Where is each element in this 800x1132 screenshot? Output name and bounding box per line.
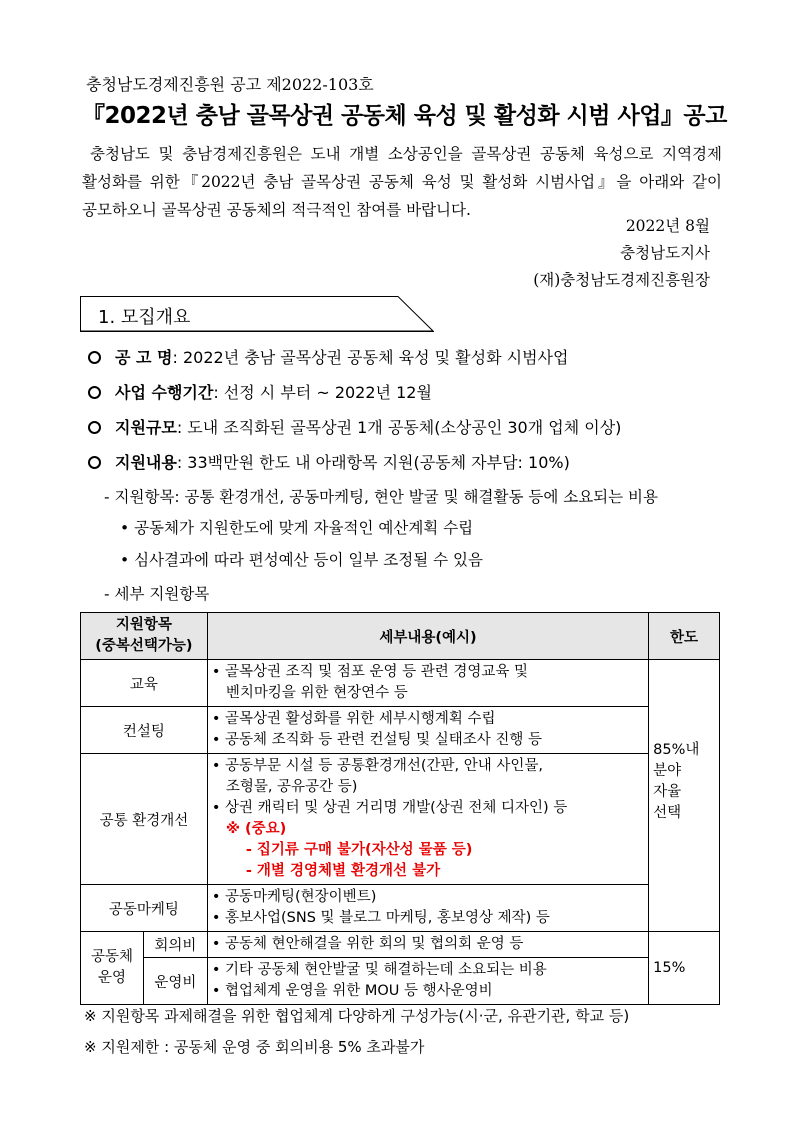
support-items-table <box>80 612 720 1005</box>
row-details: • 공동마케팅(현장이벤트) • 홍보사업(SNS 및 블로그 마케팅, 홍보영상 제작) 등 <box>207 885 648 932</box>
section-title: 1. 모집개요 <box>98 307 191 328</box>
row-name: 회의비 <box>143 932 207 958</box>
page-title: 『2022년 충남 골목상권 공동체 육성 및 활성화 시범 사업』공고 <box>82 103 727 129</box>
row-details: • 골목상권 조직 및 점포 운영 등 관련 경영교육 및 벤치마킹을 위한 현장연수 등 <box>207 660 648 707</box>
row-details: • 골목상권 활성화를 위한 세부시행계획 수립 • 공동체 조직화 등 관련 컨설팅 및 실태조사 진행 등 <box>207 707 648 754</box>
signature-issuer-governor: 충청남도지사 <box>620 244 710 262</box>
restriction-individual: - 개별 경영체별 환경개선 불가 <box>245 863 441 879</box>
table-row-running <box>81 958 720 1005</box>
table-row-meeting <box>81 932 720 958</box>
row-name: 공통 환경개선 <box>81 754 208 885</box>
overview-item-name <box>88 345 568 368</box>
circle-bullet-icon <box>88 456 101 469</box>
circle-bullet-icon <box>88 386 101 399</box>
row-name: 컨설팅 <box>81 707 208 754</box>
table-row-environment <box>81 754 720 885</box>
row-details: • 기타 공동체 현안발굴 및 해결하는데 소요되는 비용 • 협업체계 운영을 위한 MOU 등 행사운영비 <box>207 958 648 1005</box>
table-row-marketing <box>81 885 720 932</box>
table-row-consulting <box>81 707 720 754</box>
circle-bullet-icon <box>88 351 101 364</box>
budget-plan-line: • 공동체가 지원한도에 맞게 자율적인 예산계획 수립 <box>120 519 474 537</box>
overview-value: : 2022년 충남 골목상권 공동체 육성 및 활성화 시범사업 <box>172 348 569 367</box>
limit-85-cell: 85%내 분야 자율 선택 <box>649 660 720 932</box>
signature-date: 2022년 8월 <box>625 217 710 235</box>
overview-label: 지원규모 <box>115 418 177 437</box>
table-header-row <box>81 613 720 660</box>
adjustment-line: • 심사결과에 따라 편성예산 등이 일부 조정될 수 있음 <box>120 551 483 569</box>
overview-item-period <box>88 380 432 403</box>
row-name: 교육 <box>81 660 208 707</box>
overview-value: : 선정 시 부터 ~ 2022년 12월 <box>213 383 432 402</box>
header-details: 세부내용(예시) <box>207 613 648 660</box>
detail-items-heading: - 세부 지원항목 <box>104 585 210 603</box>
circle-bullet-icon <box>88 421 101 434</box>
table-row-education <box>81 660 720 707</box>
notice-number: 충청남도경제진흥원 공고 제2022-103호 <box>86 75 374 94</box>
overview-value: : 33백만원 한도 내 아래항목 지원(공동체 자부담: 10%) <box>176 453 570 472</box>
row-name: 공동마케팅 <box>81 885 208 932</box>
overview-item-content <box>88 450 570 473</box>
intro-paragraph: 충청남도 및 충남경제진흥원은 도내 개별 소상공인을 골목상권 공동체 육성으로 지역경제 활성화를 위한『2022년 충남 골목상권 공동체 육성 및 활성화 시범사업』을 아래와 같이 공모하오니 골목상권 공동체의 적극적인 참여를 바랍니다. <box>82 145 722 219</box>
row-details: • 공동부문 시설 등 공통환경개선(간판, 안내 사인물, 조형물, 공유공간 등) • 상권 캐릭터 및 상권 거리명 개발(상권 전체 디자인) 등 ※ (중요) - 집기류 구매 불가(자산성 물품 등) - 개별 경영체별 환경개선 불가 <box>207 754 648 885</box>
overview-item-scale <box>88 415 621 438</box>
section-header <box>80 296 434 332</box>
overview-label: 공 고 명 <box>115 348 173 367</box>
header-support-item: 지원항목 (중복선택가능) <box>81 613 208 660</box>
note-collaboration: ※ 지원항목 과제해결을 위한 협업체계 다양하게 구성가능(시·군, 유관기관, 학교 등) <box>84 1007 630 1025</box>
support-items-line: - 지원항목: 공통 환경개선, 공동마케팅, 현안 발굴 및 해결활동 등에 소요되는 비용 <box>104 488 659 506</box>
limit-15-cell: 15% <box>649 932 720 1005</box>
header-limit: 한도 <box>649 613 720 660</box>
row-name: 운영비 <box>143 958 207 1005</box>
row-group-operation: 공동체 운영 <box>81 932 144 1005</box>
signature-issuer-agency: (재)충청남도경제진흥원장 <box>533 271 710 289</box>
overview-label: 사업 수행기간 <box>115 383 214 402</box>
row-details: • 공동체 현안해결을 위한 회의 및 협의회 운영 등 <box>207 932 648 958</box>
note-restriction: ※ 지원제한 : 공동체 운영 중 회의비용 5% 초과불가 <box>84 1038 425 1056</box>
overview-label: 지원내용 <box>115 453 177 472</box>
restriction-furniture: - 집기류 구매 불가(자산성 물품 등) <box>245 842 473 858</box>
overview-value: : 도내 조직화된 골목상권 1개 공동체(소상공인 30개 업체 이상) <box>176 418 622 437</box>
important-note: ※ (중요) <box>225 821 287 837</box>
